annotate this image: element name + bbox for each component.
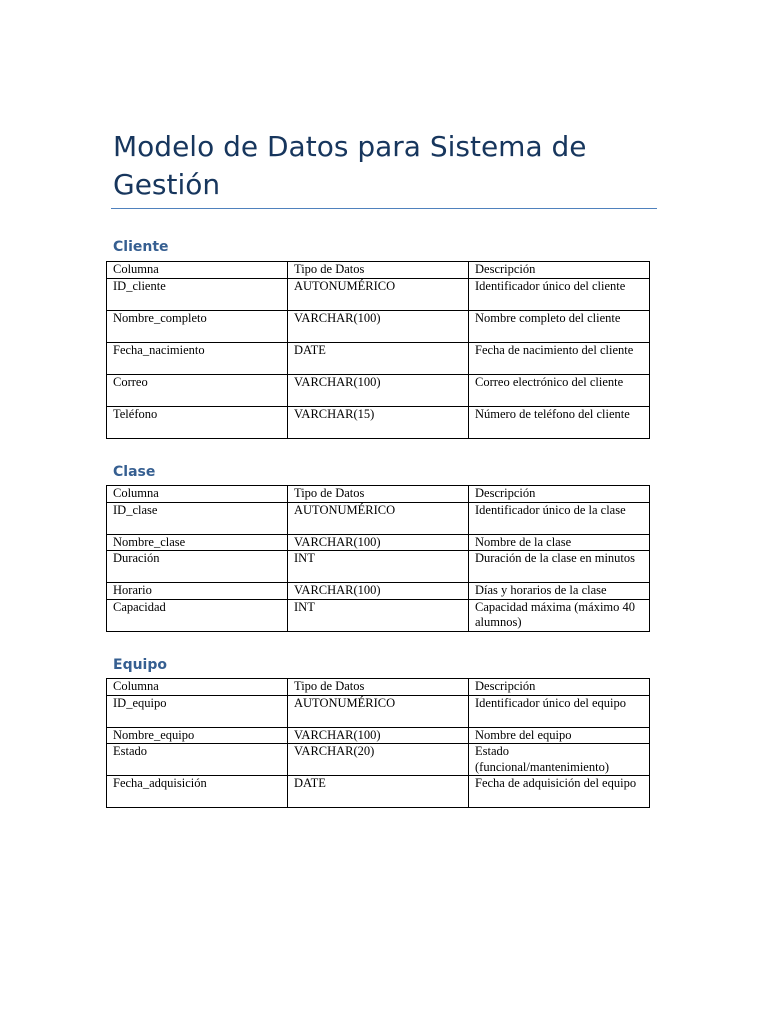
data-type-cell: VARCHAR(100): [288, 310, 469, 342]
data-type-cell: DATE: [288, 342, 469, 374]
description-cell: Duración de la clase en minutos: [469, 551, 650, 583]
data-type-cell: INT: [288, 551, 469, 583]
table-row: [107, 727, 650, 744]
table-header-row: [107, 679, 650, 696]
data-type-cell: AUTONUMÉRICO: [288, 278, 469, 310]
column-name-cell: Duración: [107, 551, 288, 583]
table-row: [107, 776, 650, 808]
header-cell: Descripción: [469, 262, 650, 279]
description-cell: Fecha de adquisición del equipo: [469, 776, 650, 808]
description-cell: Identificador único de la clase: [469, 502, 650, 534]
header-cell: Columna: [107, 262, 288, 279]
table-clase: [106, 485, 650, 632]
table-row: [107, 551, 650, 583]
section-heading-clase: Clase: [113, 464, 156, 480]
header-cell: Tipo de Datos: [288, 486, 469, 503]
description-cell: Correo electrónico del cliente: [469, 374, 650, 406]
section-heading-cliente: Cliente: [113, 239, 169, 255]
title-divider: [111, 208, 657, 209]
data-type-cell: AUTONUMÉRICO: [288, 695, 469, 727]
table-row: [107, 534, 650, 551]
table-row: [107, 278, 650, 310]
data-type-cell: AUTONUMÉRICO: [288, 502, 469, 534]
description-cell: Capacidad máxima (máximo 40 alumnos): [469, 599, 650, 631]
table-cliente: [106, 261, 650, 439]
description-cell: Número de teléfono del cliente: [469, 406, 650, 438]
table-row: [107, 310, 650, 342]
table-header-row: [107, 486, 650, 503]
description-cell: Nombre de la clase: [469, 534, 650, 551]
table-equipo: [106, 678, 650, 808]
data-type-cell: DATE: [288, 776, 469, 808]
table-header-row: [107, 262, 650, 279]
data-type-cell: VARCHAR(15): [288, 406, 469, 438]
column-name-cell: Nombre_equipo: [107, 727, 288, 744]
header-cell: Descripción: [469, 679, 650, 696]
header-cell: Columna: [107, 486, 288, 503]
header-cell: Columna: [107, 679, 288, 696]
description-cell: Fecha de nacimiento del cliente: [469, 342, 650, 374]
data-type-cell: VARCHAR(100): [288, 727, 469, 744]
section-heading-equipo: Equipo: [113, 657, 167, 673]
table-row: [107, 695, 650, 727]
column-name-cell: Nombre_clase: [107, 534, 288, 551]
column-name-cell: Capacidad: [107, 599, 288, 631]
data-type-cell: INT: [288, 599, 469, 631]
column-name-cell: Nombre_completo: [107, 310, 288, 342]
column-name-cell: ID_cliente: [107, 278, 288, 310]
data-type-cell: VARCHAR(20): [288, 744, 469, 776]
table-row: [107, 374, 650, 406]
column-name-cell: Teléfono: [107, 406, 288, 438]
column-name-cell: Estado: [107, 744, 288, 776]
table-row: [107, 502, 650, 534]
column-name-cell: Fecha_nacimiento: [107, 342, 288, 374]
header-cell: Tipo de Datos: [288, 262, 469, 279]
column-name-cell: ID_equipo: [107, 695, 288, 727]
table-row: [107, 583, 650, 600]
description-cell: Nombre del equipo: [469, 727, 650, 744]
table-row: [107, 342, 650, 374]
document-title: Modelo de Datos para Sistema de Gestión: [113, 130, 587, 201]
column-name-cell: Correo: [107, 374, 288, 406]
description-cell: Identificador único del equipo: [469, 695, 650, 727]
table-row: [107, 744, 650, 776]
data-type-cell: VARCHAR(100): [288, 583, 469, 600]
table-row: [107, 406, 650, 438]
data-type-cell: VARCHAR(100): [288, 374, 469, 406]
description-cell: Nombre completo del cliente: [469, 310, 650, 342]
column-name-cell: Fecha_adquisición: [107, 776, 288, 808]
header-cell: Tipo de Datos: [288, 679, 469, 696]
data-type-cell: VARCHAR(100): [288, 534, 469, 551]
description-cell: Estado (funcional/mantenimiento): [469, 744, 650, 776]
column-name-cell: Horario: [107, 583, 288, 600]
column-name-cell: ID_clase: [107, 502, 288, 534]
description-cell: Identificador único del cliente: [469, 278, 650, 310]
description-cell: Días y horarios de la clase: [469, 583, 650, 600]
header-cell: Descripción: [469, 486, 650, 503]
table-row: [107, 599, 650, 631]
